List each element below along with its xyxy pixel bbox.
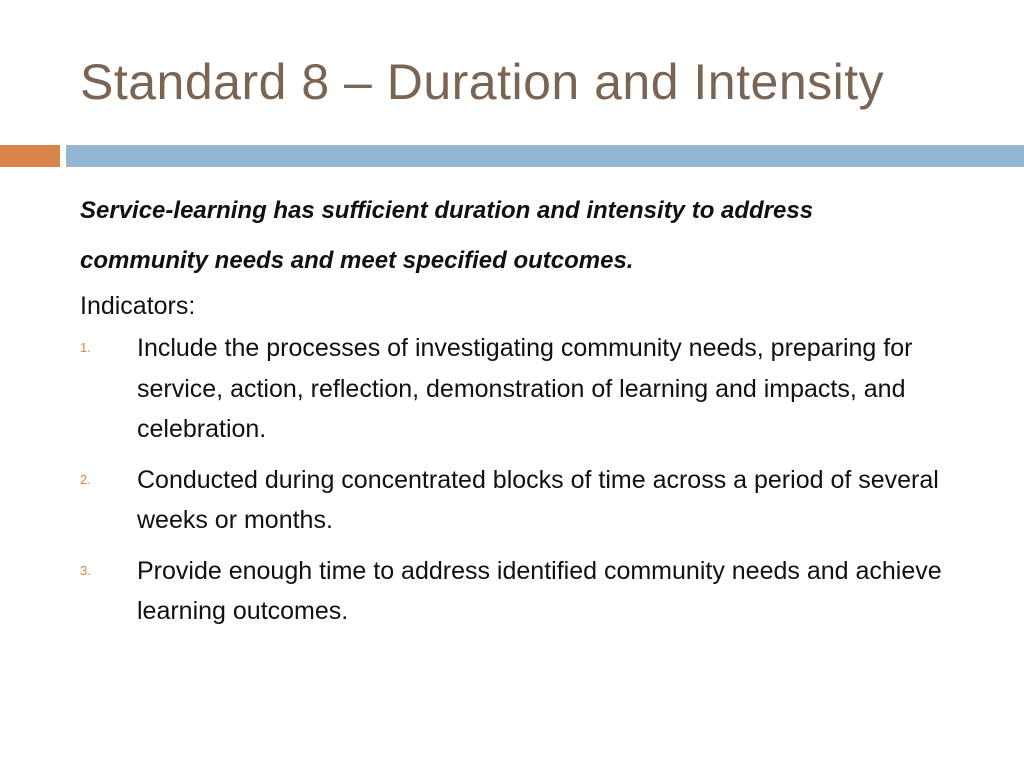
indicators-label: Indicators: [80,292,196,320]
item-text: Include the processes of investigating community needs, preparing for service, action, reflection, demonstration of learning and impacts, and celebration. [137,334,913,443]
slide-title: Standard 8 – Duration and Intensity [80,54,885,110]
accent-bar-blue [66,145,1024,167]
lead-line-1: Service-learning has sufficient duration and intensity to address [80,197,814,224]
indicator-list [80,328,960,632]
lead-line-2: community needs and meet specified outcomes. [80,247,634,274]
item-text: Conducted during concentrated blocks of time across a period of several weeks or months. [137,465,939,534]
indicator-item-2 [80,460,960,541]
item-number: 1. [80,340,91,355]
item-text: Provide enough time to address identified community needs and achieve learning outcomes. [137,556,942,625]
accent-bar-orange [0,145,60,167]
indicator-item-3 [80,551,960,632]
item-number: 2. [80,471,91,487]
item-number: 3. [80,562,91,578]
lead-statement [80,186,960,286]
indicator-item-1 [80,328,960,450]
slide-content [80,186,960,642]
